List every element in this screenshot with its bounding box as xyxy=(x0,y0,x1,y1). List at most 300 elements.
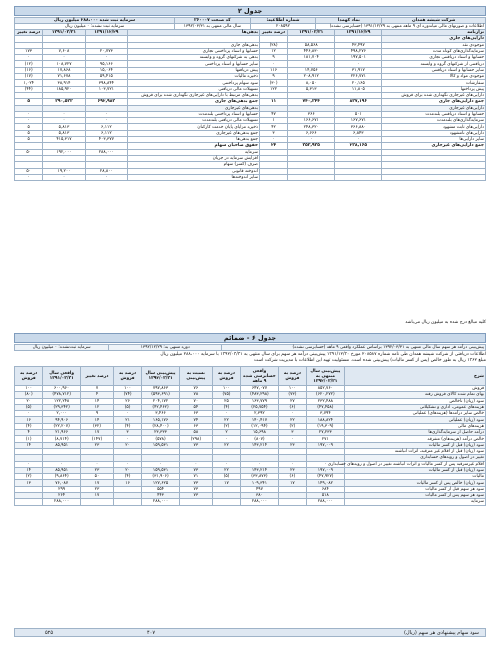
liability-label: جمع بدهی‌های غیرجاری xyxy=(128,130,260,136)
asset-value: ۱۶۶,۶۷۱ xyxy=(288,118,335,124)
row-value: (۸۰۷) xyxy=(241,436,279,442)
row-value: ۰ xyxy=(212,411,240,417)
row-value: ۰ xyxy=(142,461,180,467)
liability-label: بدهی‌های جاری xyxy=(128,42,260,48)
dividend-value: ۴۰۷ xyxy=(147,630,156,636)
liability-value: ۰ xyxy=(15,55,43,61)
asset-value: ۰ xyxy=(259,61,287,67)
row-value: ۱۰۹,۳۴۱ xyxy=(241,480,279,486)
liability-value: ۵,۸۱۳ xyxy=(43,124,85,130)
liability-value: ۱۰۸,۷۲۷ xyxy=(43,61,85,67)
row-value: ۳ xyxy=(113,430,141,436)
row-value: ۲۲ xyxy=(212,442,240,448)
row-value: ۲۸۸,۰۰۰ xyxy=(307,499,345,505)
liability-value: ۴۰۳,۳۷۷ xyxy=(85,137,127,143)
liability-value: ۶,۱۱۲ xyxy=(85,124,127,130)
row-value: ۱۹۷,۰۰۹ xyxy=(307,467,345,473)
asset-label: دارایی‌های ثابت مشهود xyxy=(382,124,486,130)
liability-value: ۲۰,۷۷۳ xyxy=(85,48,127,54)
row-label: خالص سایر درآمدها (هزینه‌های) عملیاتی xyxy=(344,411,485,417)
registered-capital: سرمایه ثبت شده ۲۸۸،۰۰۰ میلیون ریال xyxy=(15,18,175,24)
liability-value: (۴۴) xyxy=(15,86,43,92)
row-value: ۱۰۰ xyxy=(278,386,306,392)
asset-value: ۳۵۳,۹۳۵ xyxy=(288,143,335,149)
table2-info xyxy=(14,344,486,351)
liability-label: بدهی به شرکتهای گروه و وابسته xyxy=(128,55,260,61)
row-value: (۱۲,۰۹۴) xyxy=(241,423,279,429)
row-value: ۰ xyxy=(212,436,240,442)
column-header: درصد به فروش xyxy=(212,367,240,386)
row-value: ۰ xyxy=(113,461,141,467)
row-value: ۶۰۰,۹۶۰ xyxy=(43,386,81,392)
liability-label: اندوخته قانونی xyxy=(128,168,260,174)
asset-label: سایر دارایی‌ها xyxy=(382,137,486,143)
row-value: ۶۳ xyxy=(179,423,212,429)
row-value: ۱۷ xyxy=(80,430,113,436)
asset-value: ۱۱ xyxy=(259,99,287,105)
row-value: ۴ xyxy=(80,392,113,398)
row-label: سود (زیان) عملیاتی xyxy=(344,417,485,423)
unregistered-capital: سرمایه ثبت نشده: ۰ میلیون ریال xyxy=(15,24,175,30)
liability-label: ذخیره مزایای پایان خدمت کارکنان xyxy=(128,124,260,130)
row-value: ۰ xyxy=(113,436,141,442)
asset-label: سفارشات xyxy=(382,80,486,86)
asset-value: ۰ xyxy=(288,137,335,143)
row-label: تغییر در اصول و رویه‌های حسابداری xyxy=(344,455,485,461)
row-value: ۱۵۹,۵۳۱ xyxy=(142,442,180,448)
row-value: (۲۵,۷۵۴) xyxy=(241,404,279,410)
row-value: ۷۳ xyxy=(179,486,212,492)
asset-value: ۹ xyxy=(259,55,287,61)
liability-label: تسهیلات مالی دریافتی xyxy=(128,86,260,92)
column-header: واقعی سال ۱۳۹۱/۰۳/۳۱ xyxy=(43,367,81,386)
row-value: ۲۳ xyxy=(80,486,113,492)
row-value: ۲۱,۹۶۶ xyxy=(43,430,81,436)
asset-value: ۵,۳۱۳ xyxy=(288,86,335,92)
row-value: ۱۶۵,۱۷۶ xyxy=(142,417,180,423)
row-value: ۱۷ xyxy=(212,480,240,486)
row-value xyxy=(80,499,113,505)
industry-code: کد صنعت ۳۶۰۰۰۷ xyxy=(175,18,250,24)
row-value: (۱) xyxy=(15,436,43,442)
row-value: (۶۲۰,۲۷۲) xyxy=(307,392,345,398)
asset-value: ۱۱۶ xyxy=(259,67,287,73)
column-header: نسبت به پیش‌بینی xyxy=(179,367,212,386)
asset-label: پیش پرداختها xyxy=(382,86,486,92)
row-value: ۳,۴۶۶ xyxy=(142,411,180,417)
liability-label: سرمایه xyxy=(128,149,260,155)
row-value: ۰ xyxy=(43,461,81,467)
row-value: (۲۹۸) xyxy=(179,436,212,442)
col-date: ۱۳۹۱/۰۳/۳۱ xyxy=(43,30,85,36)
row-value: ۰ xyxy=(113,411,141,417)
liability-value: ۲۸,۸۰۰ xyxy=(85,168,127,174)
col-date: ۱۳۹۱/۱۲/۲۹ xyxy=(85,30,127,36)
asset-value: ۱۹۷,۵۰۱ xyxy=(335,55,382,61)
column-header: واقعی حسابرسی شده ۹ ماهه xyxy=(241,367,279,386)
liability-value: ۷۱,۶۷۸ xyxy=(43,74,85,80)
liability-value: ۰ xyxy=(85,174,127,180)
income-statement-table xyxy=(14,366,486,506)
liability-label: افزایش سرمایه در جریان xyxy=(128,155,260,161)
asset-value xyxy=(335,174,382,180)
asset-value: ۶,۶۶۶ xyxy=(288,130,335,136)
column-header: درصد تغییر xyxy=(80,367,113,386)
assets-section-label: دارایی‌های جاری xyxy=(382,36,486,42)
row-value: (۳۳,۸۷۳) xyxy=(241,474,279,480)
liability-value: ۱,۰۲۴ xyxy=(15,80,43,86)
liability-label: حسابها و اسناد پرداختنی بلندمدت xyxy=(128,111,260,117)
column-header: شرح xyxy=(344,367,485,386)
row-label: بهای تمام شده کالای فروش رفته xyxy=(344,392,485,398)
asset-value: ۰ xyxy=(259,137,287,143)
row-value: (۵) xyxy=(212,474,240,480)
asset-label: سرمایه‌گذاری‌های کوتاه مدت xyxy=(382,48,486,54)
liability-value: ۱۷۳ xyxy=(15,48,43,54)
row-value: (۷۴) xyxy=(113,392,141,398)
asset-value: ۴۹۸,۲۷۶ xyxy=(335,48,382,54)
liability-value: ۰ xyxy=(85,118,127,124)
liability-value: ۱۵,۰۶۴ xyxy=(85,67,127,73)
asset-label: دارایی‌های غیرجاری نگهداری شده برای فروش xyxy=(382,92,486,98)
row-value: ۷۰ xyxy=(179,398,212,404)
row-value: ۳ xyxy=(278,430,306,436)
row-value: ۲,۰۰۰ xyxy=(43,411,81,417)
row-value: ۲۳۲,۴۸۸ xyxy=(307,398,345,404)
liability-value: (۱۷) xyxy=(15,74,43,80)
row-label: سود (زیان) قبل از کسر مالیات xyxy=(344,467,485,473)
row-value: (۵۹۳,۶۹۱) xyxy=(142,392,180,398)
row-value: ۸۵,۹۵۱ xyxy=(43,442,81,448)
row-value: ۸۵,۹۵۱ xyxy=(43,467,81,473)
asset-label: دریافتنی از شرکتهای گروه و وابسته xyxy=(382,61,486,67)
asset-value: ۲۴ xyxy=(259,143,287,149)
row-value: (۵۷۸) xyxy=(142,436,180,442)
row-value: ۳۸۰ xyxy=(241,493,279,499)
col-date: ۱۳۹۱/۰۳/۳۱ xyxy=(288,30,335,36)
liability-value: ۳۹۸,۸۴۴ xyxy=(85,80,127,86)
liability-value: ۵۰ xyxy=(15,168,43,174)
row-value: ۷۳ xyxy=(179,493,212,499)
asset-value: ۰ xyxy=(335,137,382,143)
row-value: ۲۷۱ xyxy=(307,436,345,442)
row-value: (۴) xyxy=(15,423,43,429)
row-value: ۱۴۳,۲۱۴ xyxy=(241,467,279,473)
row-label: هزینه‌های مالی xyxy=(344,423,485,429)
asset-label: موجودی نقد xyxy=(382,42,486,48)
row-value: (۱۴۷) xyxy=(80,436,113,442)
row-value: ۲۷,۲۳۳ xyxy=(307,430,345,436)
table1-title: جدول ۲ xyxy=(14,6,486,16)
row-value: ۱۷ xyxy=(80,480,113,486)
row-value: ۱۲۲,۲۴۸ xyxy=(43,398,81,404)
liability-value: ۰ xyxy=(15,118,43,124)
row-value xyxy=(15,499,43,505)
liability-label: سود سهام پرداختنی xyxy=(128,80,260,86)
notice-number: ۲۰۸۵۹۲ xyxy=(250,24,316,30)
row-value: ۶۴۷,۰۷۷ xyxy=(241,386,279,392)
row-value: ۱۵,۶۹۸ xyxy=(241,430,279,436)
row-value: ۰ xyxy=(179,461,212,467)
asset-value: ۴۷ xyxy=(259,111,287,117)
row-value: (۶) xyxy=(278,474,306,480)
row-value: (۵) xyxy=(113,404,141,410)
asset-value: (۲۸) xyxy=(259,42,287,48)
asset-value: ۱۲ xyxy=(259,48,287,54)
row-value: ۷۹۷,۸۶۳ xyxy=(142,386,180,392)
column-header: درصد به فروش xyxy=(15,367,43,386)
liability-value: ۱۹۲,۰۰۰ xyxy=(43,149,85,155)
dividend-per-share-bar xyxy=(14,628,486,637)
balance-sheet-table xyxy=(14,29,486,181)
row-value: ۵۰ xyxy=(80,474,113,480)
row-value: (۸۰) xyxy=(15,392,43,398)
row-label: سود (زیان) خالص پس از کسر مالیات xyxy=(344,480,485,486)
asset-value: ۴۲ xyxy=(259,124,287,130)
liability-value: ۵۰ xyxy=(15,149,43,155)
row-value: ۷۸ xyxy=(179,392,212,398)
row-value: (۳۲) xyxy=(80,423,113,429)
eps-forecast-desc: پیش‌بینی درآمد هر سهم سال مالی منتهی به ۱۳۹۲/۰۳/۳۱ براساس عملکرد واقعی ۹ ماهه (حسابرسی نشده) xyxy=(222,345,486,351)
asset-value: ۱۶۷,۶۷۱ xyxy=(335,118,382,124)
row-value: ۲۶۴ xyxy=(43,493,81,499)
row-label: سرمایه xyxy=(344,499,485,505)
row-label: فروش xyxy=(344,386,485,392)
asset-value: ۲۳۸,۱۶۵ xyxy=(335,143,382,149)
row-value: ۱۷ xyxy=(80,493,113,499)
row-value: ۱۴۹,۰۸۲ xyxy=(307,480,345,486)
asset-value: ۱ xyxy=(259,118,287,124)
row-value xyxy=(212,499,240,505)
row-value: ۲۸۸,۰۰۰ xyxy=(142,499,180,505)
row-value: ۲۲ xyxy=(278,417,306,423)
row-value: ۱۴ xyxy=(15,442,43,448)
asset-label: حسابها و اسناد دریافتنی تجاری xyxy=(382,55,486,61)
row-value: ۷۱ xyxy=(179,474,212,480)
row-label: سود (زیان) قبل از کسر مالیات xyxy=(344,442,485,448)
row-value: ۲۰۴,۱۷۲ xyxy=(142,398,180,404)
asset-value: ۲۰,۱۶۵ xyxy=(335,80,382,86)
row-value: ۱۵۹,۵۳۱ xyxy=(142,467,180,473)
liability-label: سایر حسابها و اسناد پرداختنی xyxy=(128,61,260,67)
row-value: ۱۰۰ xyxy=(15,386,43,392)
asset-label xyxy=(382,174,486,180)
liability-value: ۰ xyxy=(15,174,43,180)
row-value: ۲۳,۳۳۳ xyxy=(142,430,180,436)
row-value: ۵۴ xyxy=(179,404,212,410)
dividend-value: ۵۲۵ xyxy=(45,630,54,636)
row-value: ۱۴ xyxy=(80,398,113,404)
row-value: ۲۷ xyxy=(278,398,306,404)
row-value: (۴) xyxy=(113,423,141,429)
liability-value: ۵,۸۱۳ xyxy=(43,130,85,136)
liability-value: ۰ xyxy=(43,111,85,117)
asset-value: ۱۴,۷۵۶ xyxy=(288,67,335,73)
asset-value: ۳۶۶,۸۸۰ xyxy=(335,124,382,130)
table-row xyxy=(15,174,486,180)
liability-label: تسهیلات مالی دریافتی بلندمدت xyxy=(128,118,260,124)
row-value: ۱۷ xyxy=(278,480,306,486)
row-value: ۱۹۷,۰۰۹ xyxy=(307,442,345,448)
row-value: ۲۰ xyxy=(113,467,141,473)
row-value: ۲۲ xyxy=(212,467,240,473)
row-value: ۹۴,۹۰۶ xyxy=(43,417,81,423)
asset-value: ۶,۸۴۳ xyxy=(335,130,382,136)
asset-value: ۸۳۷,۱۹۶ xyxy=(335,99,382,105)
row-value: ۲۳ xyxy=(278,467,306,473)
row-value: ۳,۷۹۴ xyxy=(307,411,345,417)
asset-label: حسابها و اسناد دریافتنی بلندمدت xyxy=(382,111,486,117)
row-value: ۰ xyxy=(80,461,113,467)
row-value: (۲۸,۴۰۰) xyxy=(142,423,180,429)
row-value: (۴۲,۴۶۲) xyxy=(142,404,180,410)
row-value: (۴۸۳,۲۹۸) xyxy=(241,392,279,398)
company-name: شرکت شیشه همدان xyxy=(382,18,486,24)
row-value: (۴) xyxy=(113,474,141,480)
liability-value: ۱۹,۲۰۰ xyxy=(43,168,85,174)
row-value: ۲۹۹ xyxy=(43,486,81,492)
asset-value: ۱۲۲ xyxy=(259,86,287,92)
liability-label: حسابها و اسناد پرداختنی تجاری xyxy=(128,48,260,54)
asset-value: ۸,۰۵۰ xyxy=(288,80,335,86)
row-value: ۰ xyxy=(241,461,279,467)
column-header: پیش‌بینی سال ۱۳۹۲/۰۳/۳۱ xyxy=(142,367,180,386)
row-value: ۹ xyxy=(80,411,113,417)
liability-value: ۷,۶۰۸ xyxy=(43,48,85,54)
row-value: ۵۸ xyxy=(179,430,212,436)
row-value: (۲) xyxy=(278,423,306,429)
row-label: اقلام غیرمترقبه پس از کسر مالیات و اثرات انباشته تغییر در اصول و رویه‌های حسابداری xyxy=(327,461,484,467)
asset-value: ۵۸,۵۶۸ xyxy=(288,42,335,48)
liability-label: بدهی‌های مرتبط با دارایی‌های غیرجاری نگهداری شده برای فروش xyxy=(128,92,260,98)
unregistered-capital-2: سرمایه ثبت‌نشده: ۰ میلیون ریال xyxy=(15,345,109,351)
row-label: درآمد حاصل از سرمایه‌گذاری‌ها xyxy=(344,430,485,436)
asset-label: سایر حسابها و اسناد دریافتنی xyxy=(382,67,486,73)
row-label: مالیات xyxy=(344,474,485,480)
liability-value: ۰ xyxy=(85,55,127,61)
row-value: ۲۸۸,۰۰۰ xyxy=(43,499,81,505)
row-value: ۱۶۳,۷۷۹ xyxy=(241,398,279,404)
row-value: (۴۷,۴۵۸) xyxy=(307,404,345,410)
asset-value: ۲۰۸,۹۱۲ xyxy=(288,74,335,80)
row-value: ۱۴۰,۴۱۷ xyxy=(241,417,279,423)
row-value: ۲۰ xyxy=(113,442,141,448)
row-value: ۷۳ xyxy=(179,480,212,486)
row-value: ۲۸۸,۰۰۰ xyxy=(241,499,279,505)
row-value: (۴۷,۹۲۷) xyxy=(307,474,345,480)
liability-value: ۵ xyxy=(15,137,43,143)
liability-label: صرف (کسر) سهام xyxy=(128,162,260,168)
asset-value: ۴۴۶,۸۳۰ xyxy=(288,48,335,54)
asset-value: ۷۴۰,۳۴۴ xyxy=(288,99,335,105)
row-value: ۲۳ xyxy=(80,442,113,448)
liability-value: ۰ xyxy=(43,118,85,124)
row-value: (۱۹,۳۰۹) xyxy=(307,423,345,429)
asset-label: جمع دارایی‌های جاری xyxy=(382,99,486,105)
liability-value: ۱۷,۸۶۸ xyxy=(43,67,85,73)
asset-value: ۳۶۶ xyxy=(288,111,335,117)
row-value: ۰ xyxy=(15,411,43,417)
row-value: (۲) xyxy=(15,474,43,480)
asset-label: جمع دارایی‌های غیرجاری xyxy=(382,143,486,149)
liability-value: ۵۹,۴۱۵ xyxy=(85,74,127,80)
row-value: ۱۴ xyxy=(80,417,113,423)
row-value: ۱۴ xyxy=(15,467,43,473)
asset-value: ۲۲۶,۷۷۱ xyxy=(335,74,382,80)
liability-value: ۶,۱۱۲ xyxy=(85,130,127,136)
table-row xyxy=(15,499,486,505)
row-value: (۴۷۸,۷۱۲) xyxy=(43,392,81,398)
liability-label: بدهی‌های غیرجاری xyxy=(128,105,260,111)
col-date: ۱۳۹۱/۱۲/۲۹ xyxy=(335,30,382,36)
row-value: ۲۳ xyxy=(278,442,306,448)
row-value: ۱۸۸,۸۲۴ xyxy=(307,417,345,423)
row-value: ۷ xyxy=(80,386,113,392)
row-value: ۱۶ xyxy=(113,480,141,486)
liability-value: ۴۱۵,۳۱۷ xyxy=(43,137,85,143)
liability-value: (۱۲) xyxy=(15,61,43,67)
row-value: ۲۵ xyxy=(212,398,240,404)
row-value: ۱۲ xyxy=(80,404,113,410)
asset-value: ۰ xyxy=(335,61,382,67)
row-value: ۴۹۷ xyxy=(241,486,279,492)
asset-label: موجودی مواد و کالا xyxy=(382,74,486,80)
asset-value xyxy=(259,174,287,180)
column-header: درصد به فروش xyxy=(113,367,141,386)
liability-label: پیش دریافتها xyxy=(128,67,260,73)
row-value: ۲ xyxy=(212,430,240,436)
col-change: درصد تغییر xyxy=(259,30,287,36)
liability-value: ۱۸۵,۹۲۰ xyxy=(43,86,85,92)
row-label: سود هر سهم قبل از کسر مالیات xyxy=(344,486,485,492)
row-value: ۴ xyxy=(15,430,43,436)
dividend-label: سود سهام پیشنهادی هر سهم (ریال) xyxy=(404,630,479,636)
row-value: ۷۶ xyxy=(179,386,212,392)
liability-value: ۵ xyxy=(15,99,43,105)
row-value: ۷۳ xyxy=(179,467,212,473)
row-value: (۷۳) xyxy=(278,392,306,398)
row-value: ۱۳ xyxy=(15,480,43,486)
liability-value: (۱۶) xyxy=(15,67,43,73)
row-value: ۷۴ xyxy=(179,417,212,423)
statement-desc: اطلاعات و صورتهای مالی میاندوره ای ۹ ماهه منتهی به ۱۳۹۱/۱۲/۲۹ (حسابرسی نشده) xyxy=(316,24,486,30)
row-value: ۰ xyxy=(278,411,306,417)
asset-value: ۲۴۸,۳۲۰ xyxy=(288,124,335,130)
row-value: ۰ xyxy=(15,461,43,467)
row-label: سود (زیان) ناخالص xyxy=(344,398,485,404)
balance-sheet-label: ترازنامه xyxy=(382,30,486,36)
row-value: (۶) xyxy=(278,404,306,410)
asset-value: ۱۱,۸۰۵ xyxy=(335,86,382,92)
asset-label: دارایی‌های غیرجاری xyxy=(382,105,486,111)
row-value: ۲,۳۹۲ xyxy=(241,411,279,417)
row-value: ۱۰۰ xyxy=(113,386,141,392)
row-value: (۹,۸۶۴) xyxy=(43,474,81,480)
column-header: درصد به فروش xyxy=(278,367,306,386)
liabilities-section-label: بدهی‌ها xyxy=(128,30,260,36)
row-value: ۶۳ xyxy=(179,411,212,417)
asset-value: ۴۳,۴۹۷ xyxy=(335,42,382,48)
liability-value: ۰ xyxy=(43,174,85,180)
liability-label: سایر اندوخته‌ها xyxy=(128,174,260,180)
row-label: خالص درآمد (هزینه‌های) متفرقه xyxy=(344,436,485,442)
row-value: ۰ xyxy=(278,461,306,467)
asset-value: ۵۰۱ xyxy=(335,111,382,117)
liability-value: ۵ xyxy=(15,130,43,136)
symbol: نماد کهمدا xyxy=(316,18,382,24)
column-header: پیش‌بینی سال منتهی به ۱۳۹۲/۰۳/۳۱ xyxy=(307,367,345,386)
row-value: ۵۱۸ xyxy=(307,493,345,499)
